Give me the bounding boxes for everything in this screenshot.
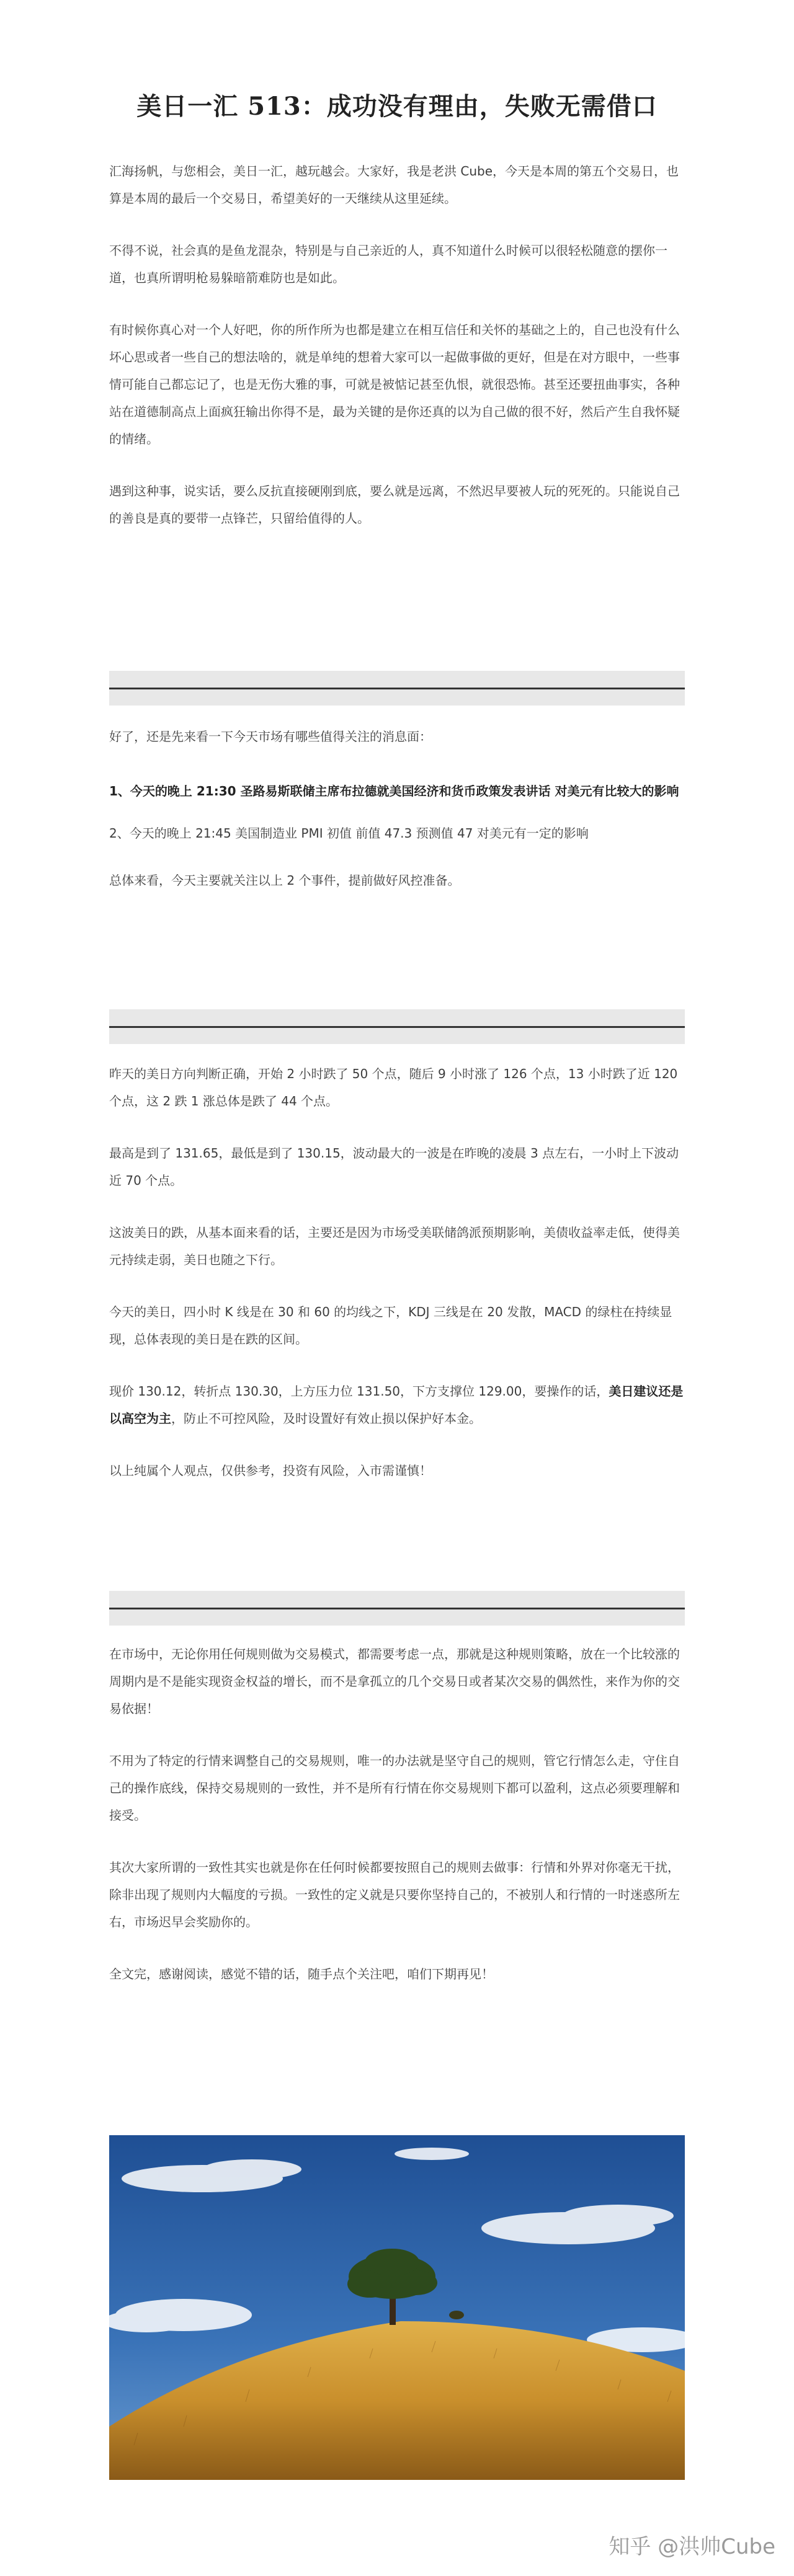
intro-section — [109, 157, 685, 532]
analysis-paragraph: 这波美日的跌，从基本面来看的话，主要还是因为市场受美联储鸽派预期影响，美债收益率走低，使得美元持续走弱，美日也随之下行。 — [109, 1225, 680, 1267]
analysis-paragraph: 最高是到了 131.65，最低是到了 130.15，波动最大的一波是在昨晚的凌晨 3 点左右，一小时上下波动近 70 个点。 — [109, 1146, 679, 1188]
landscape-illustration — [109, 2135, 685, 2480]
intro-paragraph: 不得不说，社会真的是鱼龙混杂，特别是与自己亲近的人，真不知道什么时候可以很轻松随意的摆你一道，也真所谓明枪易躲暗箭难防也是如此。 — [109, 243, 667, 285]
article-title: 美日一汇 513：成功没有理由，失败无需借口 — [136, 92, 658, 121]
trading-advice — [109, 1378, 685, 1432]
analysis-section — [109, 1060, 685, 1484]
advice-highlight: 美日建议还是以高空为主 — [109, 1384, 684, 1426]
intro-paragraph: 遇到这种事，说实话，要么反抗直接硬刚到底，要么就是远离，不然迟早要被人玩的死死的。只能说自己的善良是真的要带一点锋芒，只留给值得的人。 — [109, 484, 680, 526]
news-intro: 好了，还是先来看一下今天市场有哪些值得关注的消息面： — [109, 729, 432, 744]
closing-paragraph: 其次大家所谓的一致性其实也就是你在任何时候都要按照自己的规则去做事：行情和外界对你毫无干扰，除非出现了规则内大幅度的亏损。一致性的定义就是只要你坚持自己的，不被别人和行情的一时迷惑所左右，市场迟早会奖励你的。 — [109, 1860, 680, 1929]
news-summary: 总体来看，今天主要就关注以上 2 个事件，提前做好风控准备。 — [109, 873, 460, 888]
section-divider — [109, 671, 685, 706]
news-section — [109, 723, 685, 894]
intro-paragraph: 有时候你真心对一个人好吧，你的所作所为也都是建立在相互信任和关怀的基础之上的，自己也没有什么坏心思或者一些自己的想法啥的，就是单纯的想着大家可以一起做事做的更好，但是在对方眼中，一些事情可能自己都忘记了，也是无伤大雅的事，可就是被惦记甚至仇恨，就很恐怖。甚至还要扭曲事实，各种站在道德制高点上面疯狂输出你得不是，最为关键的是你还真的以为自己做的很不好，然后产生自我怀疑的情绪。 — [109, 322, 680, 446]
news-item-2: 2、今天的晚上 21:45 美国制造业 PMI 初值 前值 47.3 预测值 47 对美元有一定的影响 — [109, 826, 589, 841]
small-bush — [449, 2311, 464, 2319]
zhihu-watermark: 知乎 @洪帅Cube — [609, 2534, 775, 2559]
analysis-paragraph: 昨天的美日方向判断正确，开始 2 小时跌了 50 个点，随后 9 小时涨了 126 个点，13 小时跌了近 120 个点，这 2 跌 1 涨总体是跌了 44 个点。 — [109, 1066, 678, 1109]
closing-section — [109, 1640, 685, 1988]
analysis-paragraph: 今天的美日，四小时 K 线是在 30 和 60 的均线之下，KDJ 三线是在 20 发散，MACD 的绿柱在持续显现，总体表现的美日是在跌的区间。 — [109, 1304, 672, 1347]
section-divider — [109, 1591, 685, 1626]
news-item-1: 1、今天的晚上 21:30 圣路易斯联储主席布拉德就美国经济和货币政策发表讲话 对美元有比较大的影响 — [109, 784, 679, 799]
section-divider — [109, 1009, 685, 1044]
advice-tail: ，防止不可控风险，及时设置好有效止损以保护好本金。 — [171, 1411, 481, 1426]
intro-paragraph: 汇海扬帆，与您相会，美日一汇，越玩越会。大家好，我是老洪 Cube，今天是本周的第五个交易日，也算是本周的最后一个交易日，希望美好的一天继续从这里延续。 — [109, 164, 679, 206]
disclaimer: 以上纯属个人观点，仅供参考，投资有风险，入市需谨慎！ — [109, 1463, 432, 1478]
advice-text: 现价 130.12，转折点 130.30，上方压力位 131.50，下方支撑位 129.00，要操作的话， — [109, 1384, 609, 1399]
closing-paragraph: 不用为了特定的行情来调整自己的交易规则，唯一的办法就是坚守自己的规则，管它行情怎么走，守住自己的操作底线，保持交易规则的一致性，并不是所有行情在你交易规则下都可以盈利，这点必须要理解和接受。 — [109, 1753, 680, 1823]
closing-paragraph: 在市场中，无论你用任何规则做为交易模式，都需要考虑一点，那就是这种规则策略，放在一个比较涨的周期内是不是能实现资金权益的增长，而不是拿孤立的几个交易日或者某次交易的偶然性，来作为你的交易依据！ — [109, 1647, 680, 1716]
lone-tree-on-golden-hill-photo — [109, 2135, 685, 2480]
closing-paragraph: 全文完，感谢阅读，感觉不错的话，随手点个关注吧，咱们下期再见！ — [109, 1967, 494, 1981]
